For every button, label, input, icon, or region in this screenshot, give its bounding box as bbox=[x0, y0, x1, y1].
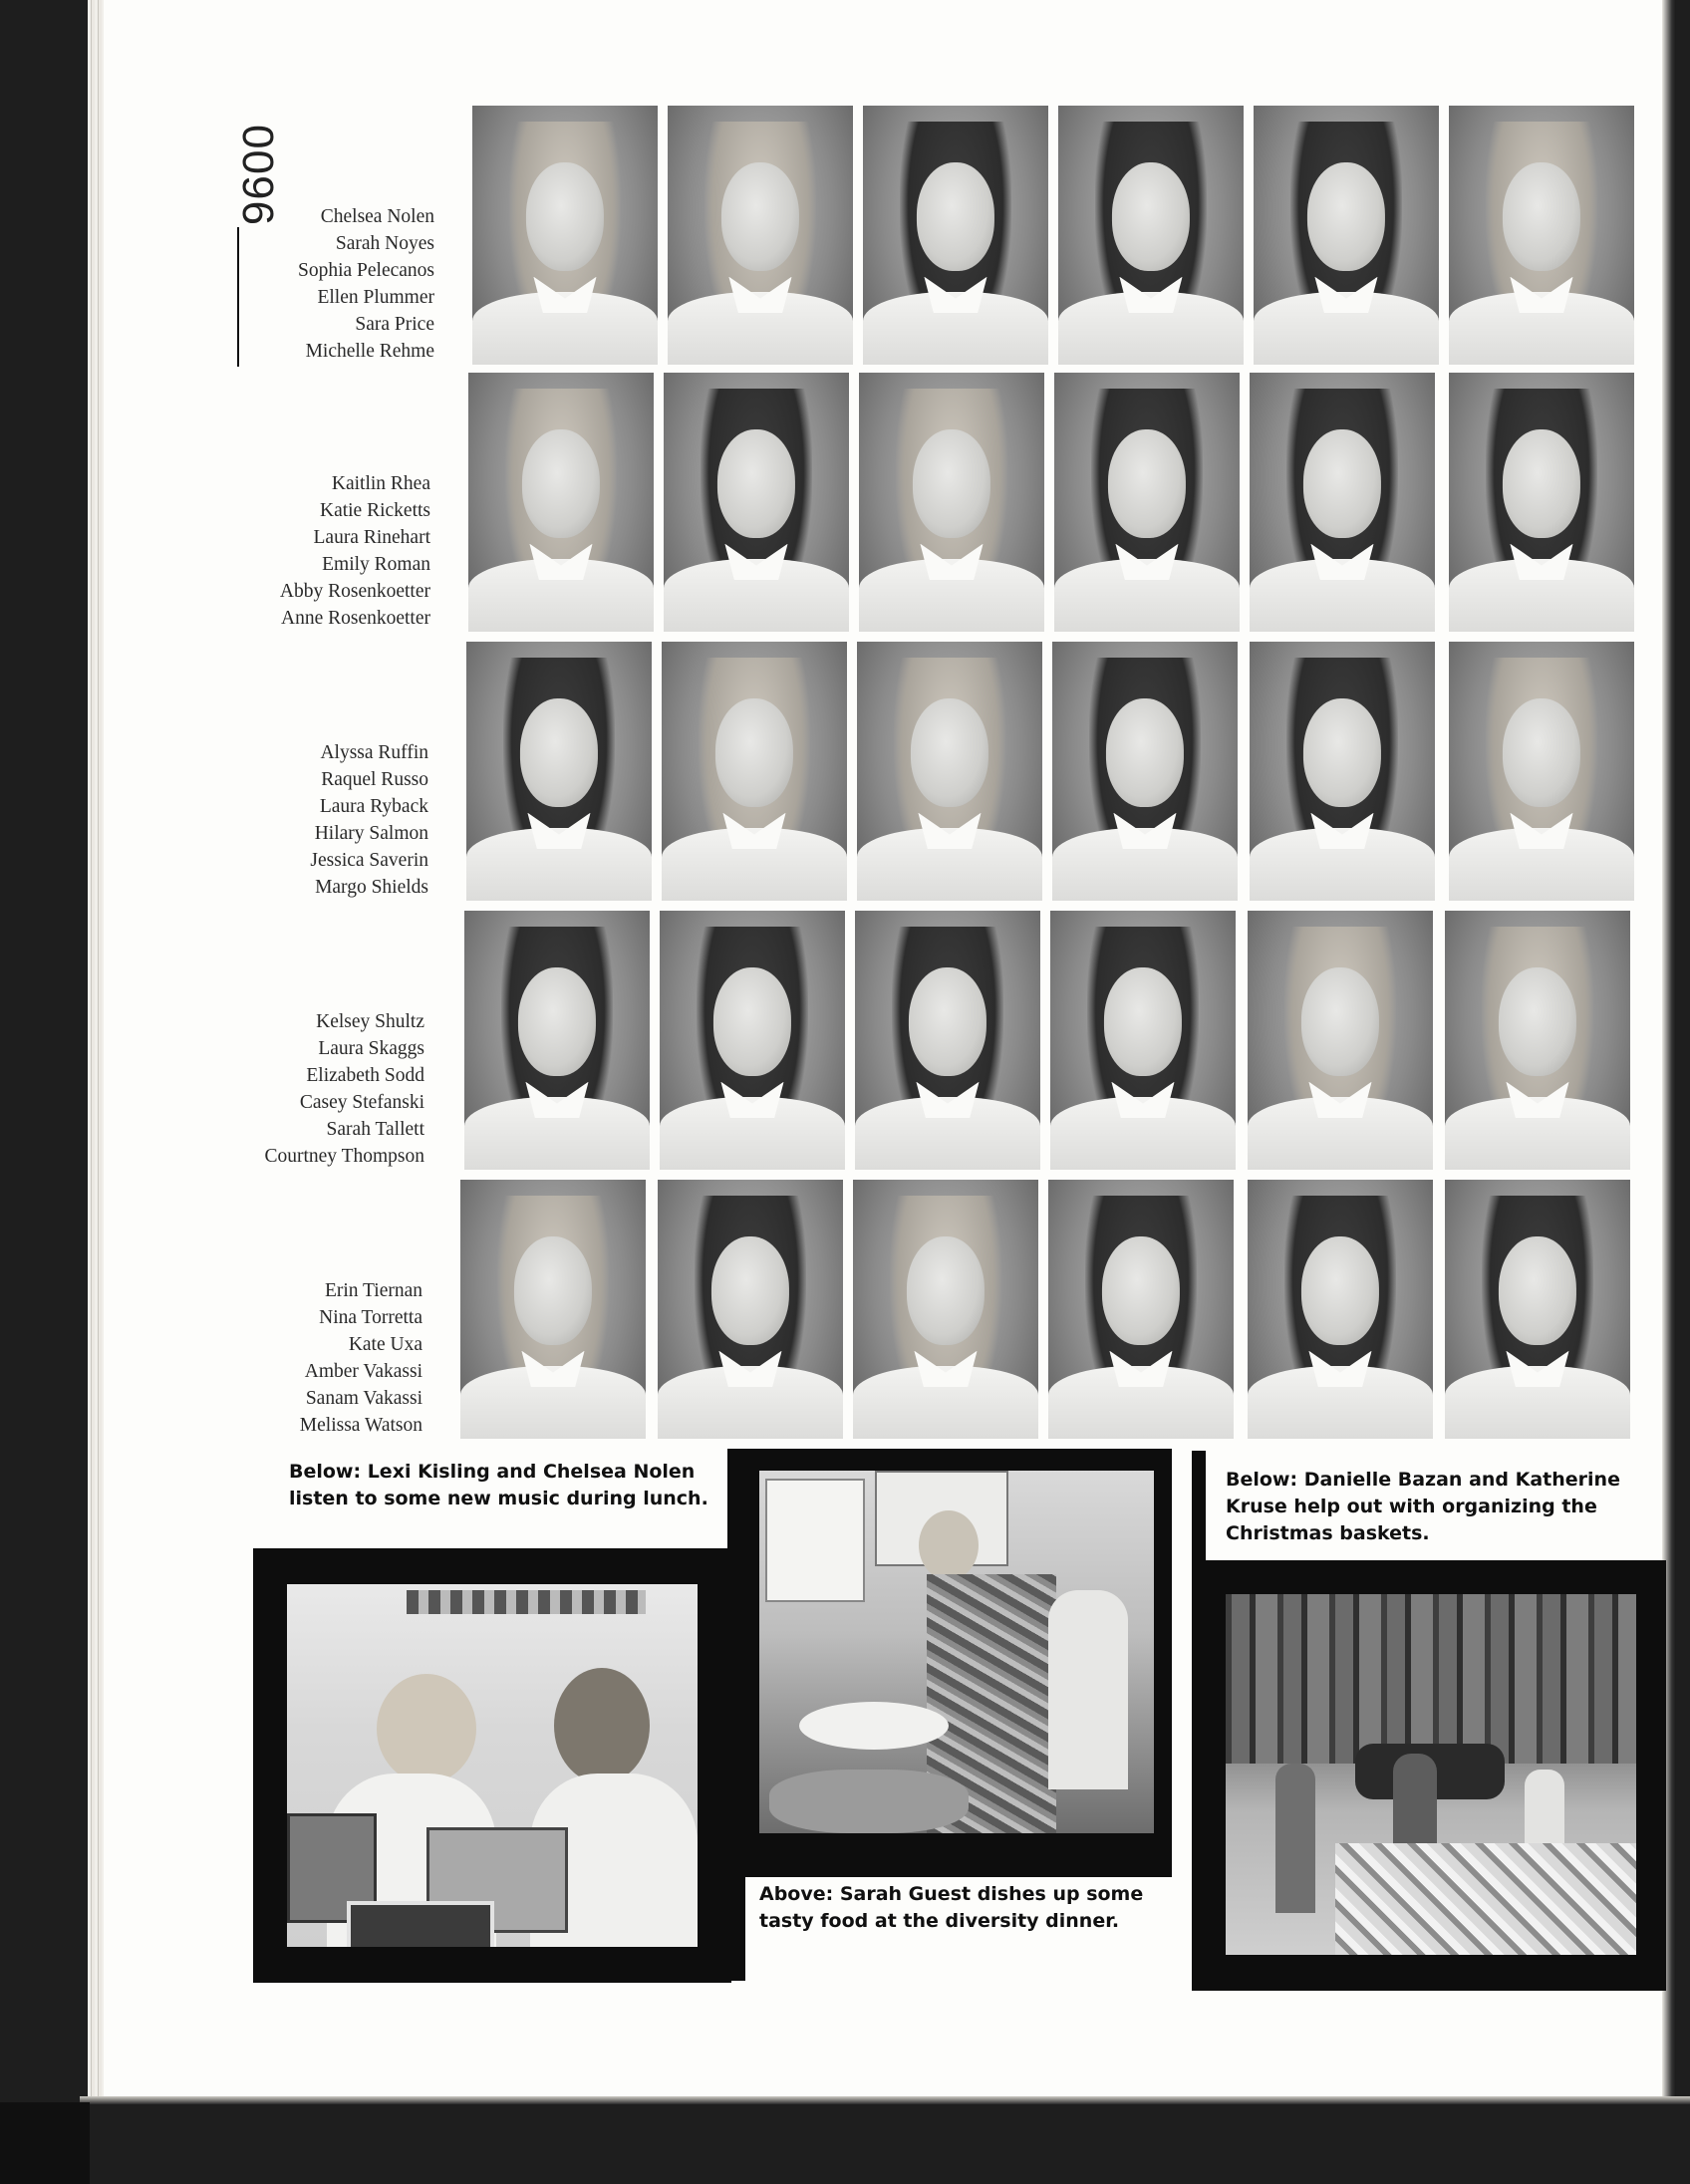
portrait-photo bbox=[1058, 106, 1244, 365]
portrait-photo bbox=[460, 1180, 646, 1439]
student-name: Laura Ryback bbox=[319, 796, 428, 817]
scan-corner bbox=[0, 2102, 90, 2184]
student-name: Jessica Saverin bbox=[310, 850, 428, 871]
student-name: Courtney Thompson bbox=[264, 1146, 424, 1167]
student-name: Sarah Noyes bbox=[335, 233, 434, 254]
portrait-photo bbox=[1449, 106, 1634, 365]
portrait-photo bbox=[660, 911, 845, 1170]
student-name: Abby Rosenkoetter bbox=[279, 581, 430, 602]
candid-photo-lunch bbox=[287, 1584, 698, 1947]
page-bottom-shadow bbox=[80, 2096, 1690, 2104]
portrait-photo bbox=[1248, 911, 1433, 1170]
portrait-photo bbox=[859, 373, 1044, 632]
portrait-photo bbox=[1052, 642, 1238, 901]
portrait-photo bbox=[1445, 911, 1630, 1170]
row-3-names bbox=[130, 739, 428, 901]
student-name: Elizabeth Sodd bbox=[306, 1065, 424, 1086]
candid-photo-dinner bbox=[759, 1471, 1154, 1833]
student-name: Ellen Plummer bbox=[317, 287, 434, 308]
student-name: Casey Stefanski bbox=[299, 1092, 424, 1113]
student-name: Sophia Pelecanos bbox=[297, 260, 434, 281]
student-name: Margo Shields bbox=[315, 877, 428, 898]
student-name: Erin Tiernan bbox=[324, 1280, 422, 1301]
caption-dinner: Above: Sarah Guest dishes up some tasty food at the diversity dinner. bbox=[759, 1883, 1144, 1932]
portrait-photo bbox=[853, 1180, 1038, 1439]
student-name: Raquel Russo bbox=[321, 769, 428, 790]
student-name: Kaitlin Rhea bbox=[331, 473, 430, 494]
portrait-photo bbox=[466, 642, 652, 901]
student-name: Laura Skaggs bbox=[318, 1038, 424, 1059]
photo-frame-baskets-tab bbox=[1192, 1451, 1206, 1560]
student-name: Hilary Salmon bbox=[314, 823, 428, 844]
portrait-photo bbox=[1254, 106, 1439, 365]
portrait-photo bbox=[1449, 642, 1634, 901]
portrait-photo bbox=[863, 106, 1048, 365]
page-number: 0096 bbox=[233, 125, 282, 226]
portrait-photo bbox=[1445, 1180, 1630, 1439]
student-name: Anne Rosenkoetter bbox=[280, 608, 430, 629]
portrait-photo bbox=[464, 911, 650, 1170]
portrait-photo bbox=[662, 642, 847, 901]
photo-frame-dinner-tab bbox=[727, 1877, 745, 1981]
student-name: Nina Torretta bbox=[319, 1307, 422, 1328]
student-name: Emily Roman bbox=[322, 554, 430, 575]
row-2-names bbox=[132, 470, 430, 632]
portrait-photo bbox=[1248, 1180, 1433, 1439]
student-name: Chelsea Nolen bbox=[320, 206, 434, 227]
portrait-photo bbox=[857, 642, 1042, 901]
candid-photo-baskets bbox=[1226, 1594, 1636, 1955]
student-name: Michelle Rehme bbox=[305, 341, 434, 362]
row-4-names bbox=[126, 1008, 424, 1170]
caption-lunch: Below: Lexi Kisling and Chelsea Nolen listen to some new music during lunch. bbox=[289, 1461, 708, 1509]
student-name: Sarah Tallett bbox=[326, 1119, 424, 1140]
portrait-photo bbox=[1449, 373, 1634, 632]
portrait-photo bbox=[1050, 911, 1236, 1170]
portrait-photo bbox=[472, 106, 658, 365]
student-name: Sanam Vakassi bbox=[305, 1388, 422, 1409]
student-name: Kelsey Shultz bbox=[316, 1011, 424, 1032]
student-name: Laura Rinehart bbox=[313, 527, 430, 548]
student-name: Melissa Watson bbox=[299, 1415, 422, 1436]
caption-baskets: Below: Danielle Bazan and Katherine Kruse help out with organizing the Christmas baskets. bbox=[1226, 1469, 1620, 1544]
student-name: Katie Ricketts bbox=[319, 500, 430, 521]
portrait-photo bbox=[664, 373, 849, 632]
portrait-photo bbox=[1048, 1180, 1234, 1439]
student-name: Amber Vakassi bbox=[304, 1361, 422, 1382]
portrait-photo bbox=[668, 106, 853, 365]
portrait-photo bbox=[468, 373, 654, 632]
student-name: Sara Price bbox=[355, 314, 434, 335]
portrait-photo bbox=[855, 911, 1040, 1170]
row-1-names bbox=[136, 203, 434, 365]
portrait-photo bbox=[1054, 373, 1240, 632]
row-5-names bbox=[124, 1277, 422, 1439]
student-name: Alyssa Ruffin bbox=[320, 742, 428, 763]
portrait-photo bbox=[658, 1180, 843, 1439]
student-name: Kate Uxa bbox=[348, 1334, 422, 1355]
portrait-photo bbox=[1250, 373, 1435, 632]
portrait-photo bbox=[1250, 642, 1435, 901]
